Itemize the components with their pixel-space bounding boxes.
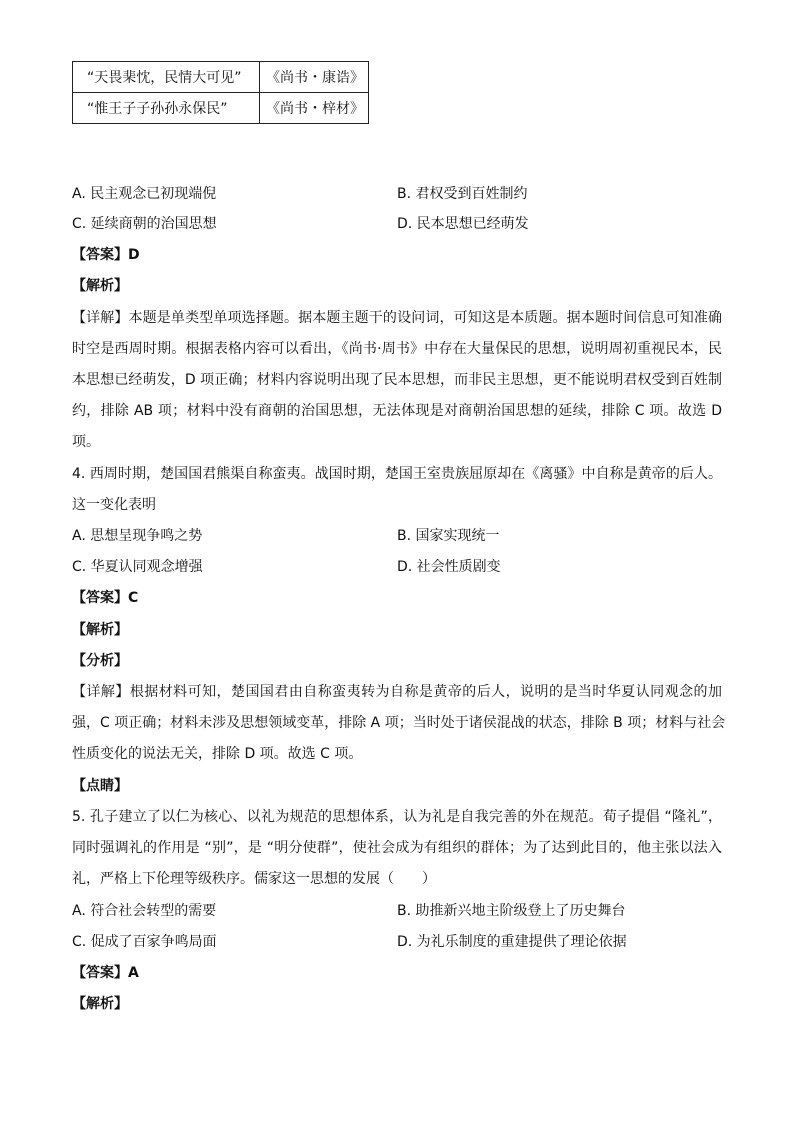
q4-fenxi-label: 【分析】 bbox=[72, 653, 128, 669]
q5-stem-line: 礼，严格上下伦理等级秩序。儒家这一思想的发展（ ） bbox=[72, 871, 436, 887]
q4-detail-line: 【详解】根据材料可知，楚国国君由自称蛮夷转为自称是黄帝的后人，说明的是当时华夏认同观念的加 bbox=[72, 684, 722, 700]
q3-analysis-label: 【解析】 bbox=[72, 278, 128, 294]
q4-option-a: A. 思想呈现争鸣之势 bbox=[72, 528, 203, 544]
q4-option-d: D. 社会性质剧变 bbox=[397, 559, 501, 575]
q4-stem-line: 4. 西周时期，楚国国君熊渠自称蛮夷。战国时期，楚国王室贵族屈原却在《离骚》中自称是黄帝的后人。 bbox=[72, 466, 722, 482]
q4-detail-line: 强，C 项正确；材料未涉及思想领域变革，排除 A 项；当时处于诸侯混战的状态，排除 B 项；材料与社会 bbox=[72, 715, 726, 731]
q5-option-a: A. 符合社会转型的需要 bbox=[72, 903, 217, 919]
q4-option-c: C. 华夏认同观念增强 bbox=[72, 559, 203, 575]
q3-detail-line: 本思想已经萌发，D 项正确；材料内容说明出现了民本思想，而非民主思想，更不能说明君权受到百姓制 bbox=[72, 372, 722, 388]
q4-analysis-label: 【解析】 bbox=[72, 622, 128, 638]
table-cell-quote: “天畏棐忱，民情大可见” bbox=[73, 62, 260, 93]
q3-detail-line: 时空是西周时期。根据表格内容可以看出，《尚书·周书》中存在大量保民的思想，说明周初重视民本，民 bbox=[72, 341, 722, 357]
q5-stem-line: 同时强调礼的作用是 “别”，是 “明分使群”，使社会成为有组织的群体；为了达到此目的，他主张以法入 bbox=[72, 840, 722, 856]
q5-analysis-label: 【解析】 bbox=[72, 996, 128, 1012]
q4-answer: 【答案】C bbox=[72, 590, 139, 606]
q3-answer: 【答案】D bbox=[72, 247, 140, 263]
table-cell-source: 《尚书・梓材》 bbox=[260, 93, 369, 124]
table-row bbox=[73, 93, 369, 124]
q4-dianjing-label: 【点睛】 bbox=[72, 778, 128, 794]
table-row bbox=[73, 62, 369, 93]
q3-option-a: A. 民主观念已初现端倪 bbox=[72, 186, 217, 202]
q4-option-b: B. 国家实现统一 bbox=[397, 528, 500, 544]
q5-option-d: D. 为礼乐制度的重建提供了理论依据 bbox=[397, 934, 627, 950]
source-table bbox=[72, 61, 369, 124]
q4-detail-line: 性质变化的说法无关，排除 D 项。故选 C 项。 bbox=[72, 746, 363, 762]
table-cell-source: 《尚书・康诰》 bbox=[260, 62, 369, 93]
q4-stem-line: 这一变化表明 bbox=[72, 497, 156, 513]
q3-detail-line: 项。 bbox=[72, 434, 100, 450]
q3-option-b: B. 君权受到百姓制约 bbox=[397, 186, 528, 202]
q3-detail-line: 【详解】本题是单类型单项选择题。据本题主题干的设问词，可知这是本质题。据本题时间信息可知准确 bbox=[72, 310, 722, 326]
q5-option-c: C. 促成了百家争鸣局面 bbox=[72, 934, 217, 950]
q3-detail-line: 约，排除 AB 项；材料中没有商朝的治国思想，无法体现是对商朝治国思想的延续，排除 C 项。故选 D bbox=[72, 403, 722, 419]
q5-stem-line: 5. 孔子建立了以仁为核心、以礼为规范的思想体系，认为礼是自我完善的外在规范。荀子提倡 “隆礼”， bbox=[72, 809, 722, 825]
q3-option-c: C. 延续商朝的治国思想 bbox=[72, 216, 217, 232]
table-cell-quote: “惟王子子孙孙永保民” bbox=[73, 93, 260, 124]
q3-option-d: D. 民本思想已经萌发 bbox=[397, 216, 529, 232]
q5-answer: 【答案】A bbox=[72, 965, 139, 981]
q5-option-b: B. 助推新兴地主阶级登上了历史舞台 bbox=[397, 903, 626, 919]
